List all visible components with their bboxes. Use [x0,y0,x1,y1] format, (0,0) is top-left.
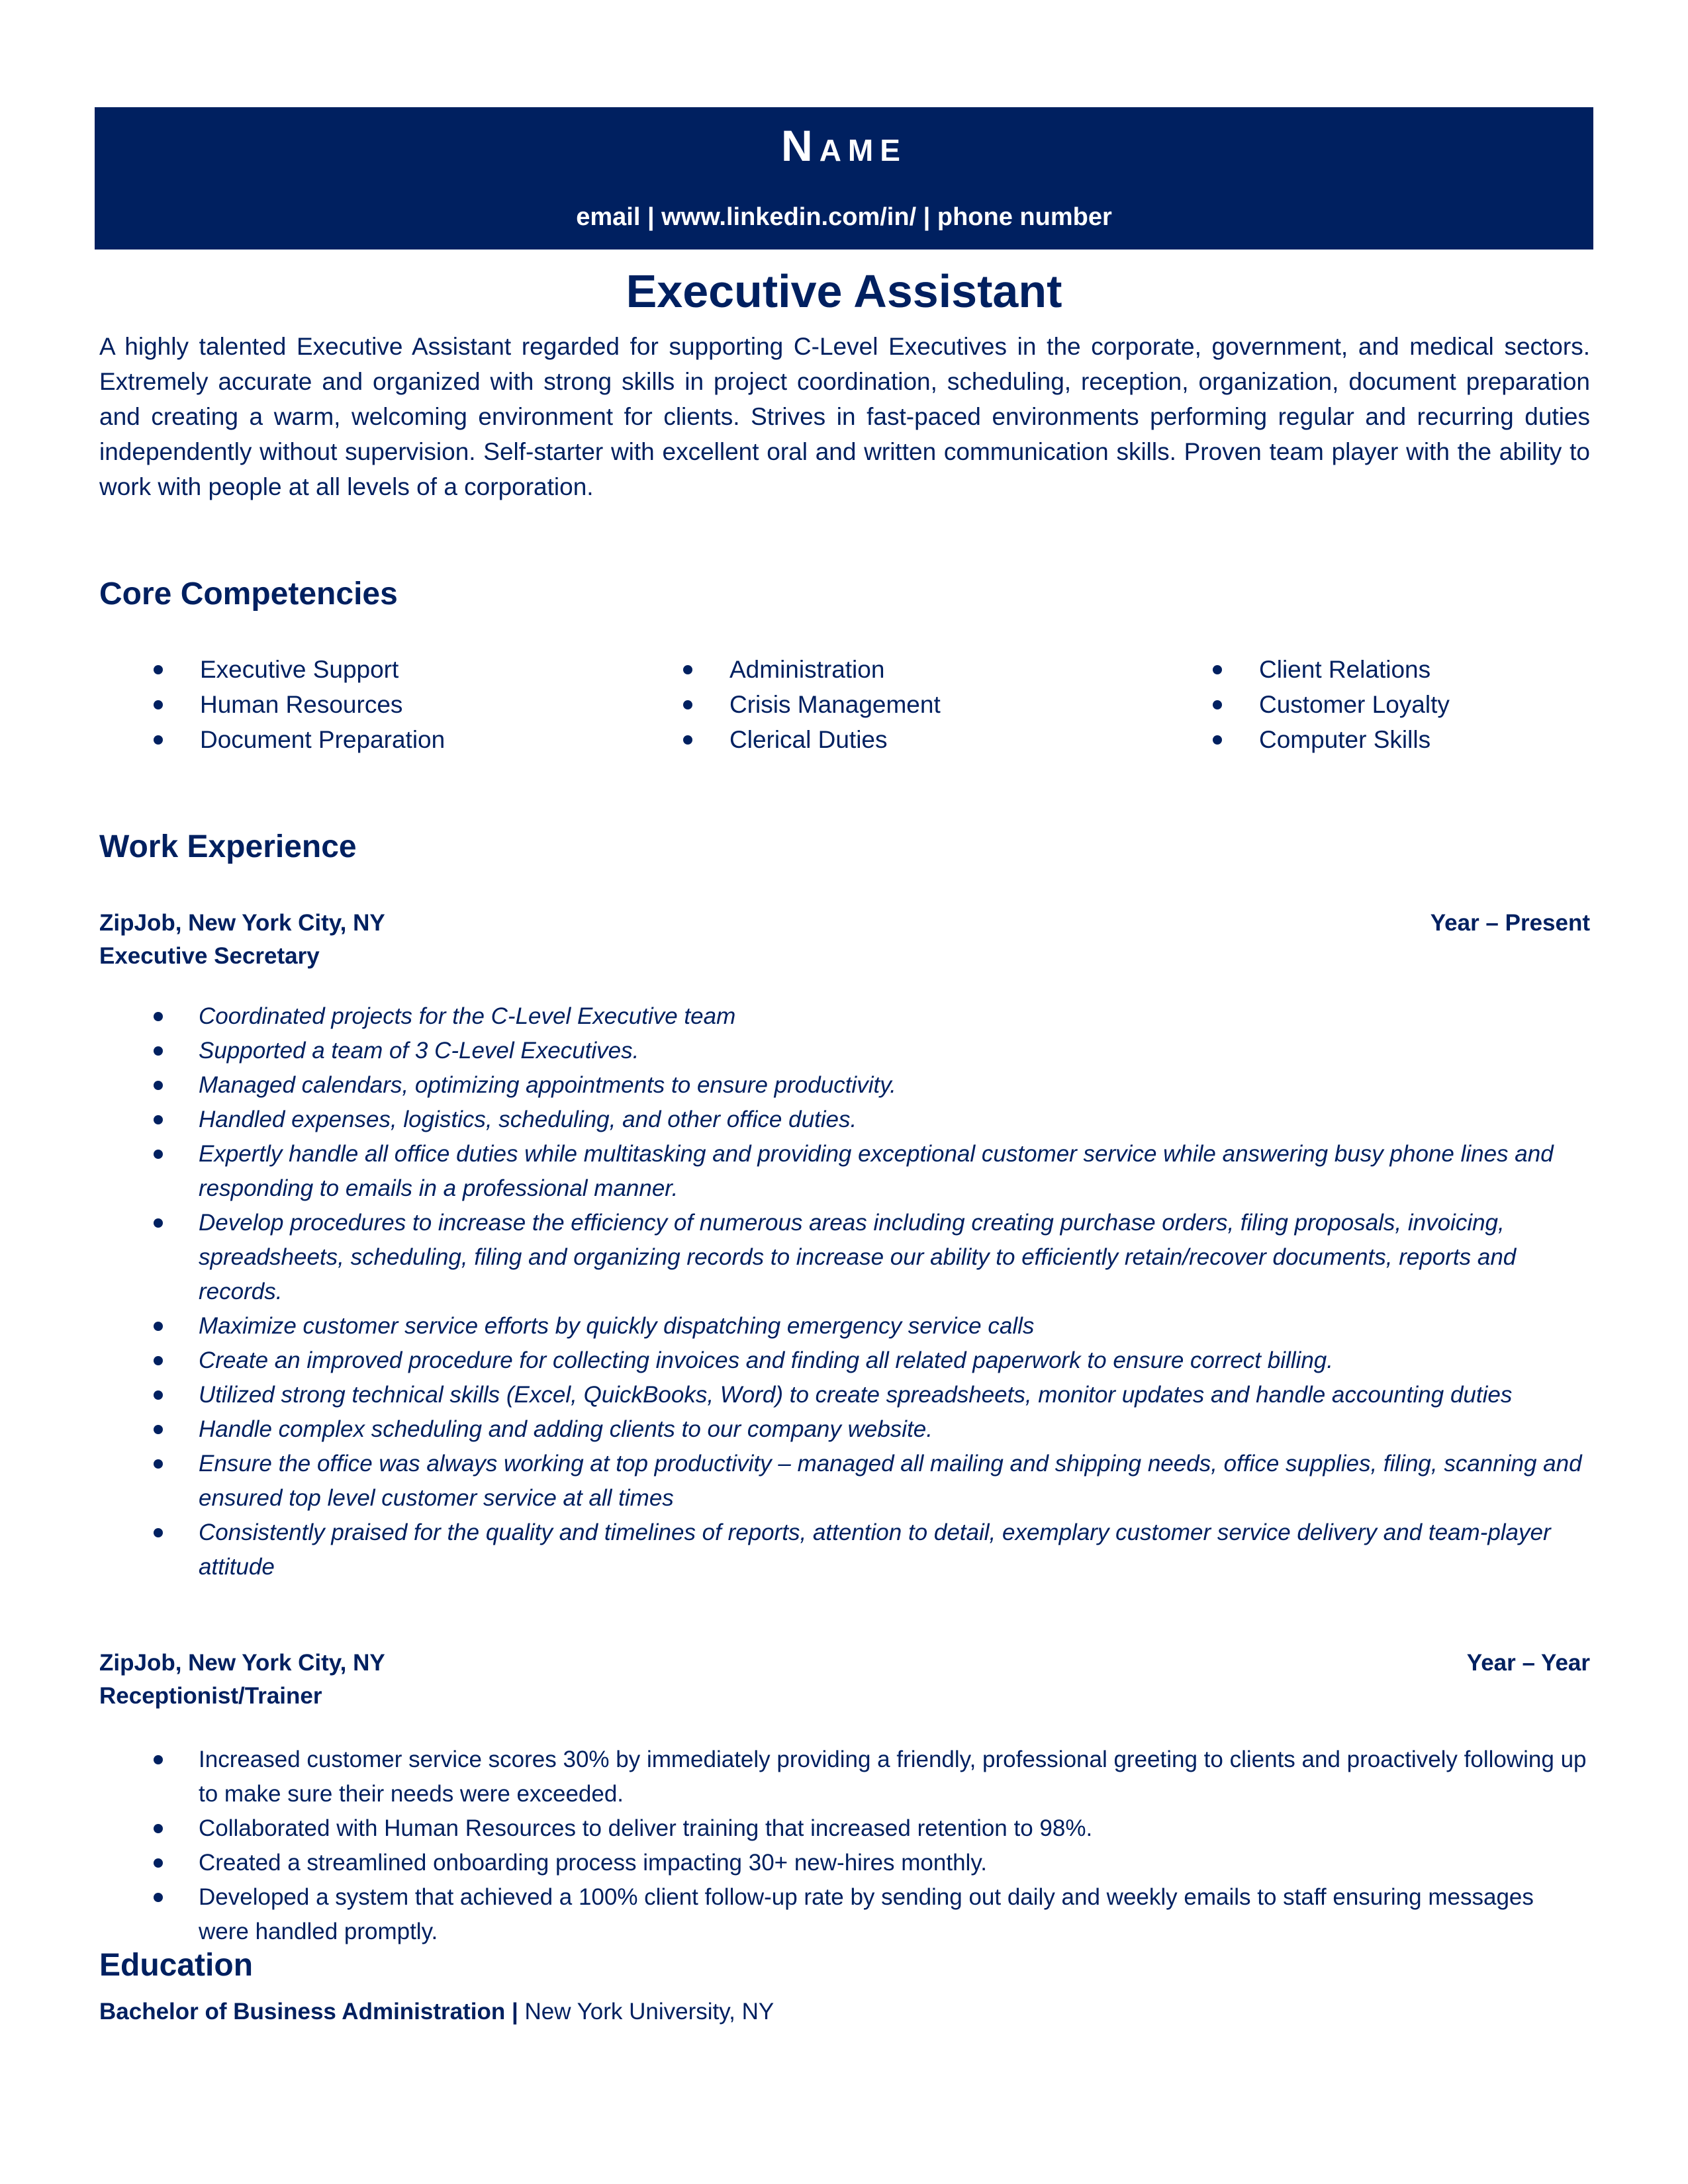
separator: | [505,1999,525,2025]
list-item: Supported a team of 3 C-Level Executives. [154,1034,1590,1068]
list-item: Customer Loyalty [1213,687,1450,722]
bullet-icon [154,1824,163,1833]
competencies-column-1 [154,652,445,757]
list-item: Expertly handle all office duties while multitasking and providing exceptional customer service while answering busy phone lines and responding to emails in a professional manner. [154,1137,1590,1206]
bullet-icon [154,1356,163,1365]
list-item: Administration [683,652,941,687]
bullet-icon [154,1218,163,1228]
bullet-icon [154,700,163,709]
list-item: Collaborated with Human Resources to deliver training that increased retention to 98%. [154,1811,1590,1846]
bullet-icon [154,1893,163,1902]
professional-summary: A highly talented Executive Assistant regarded for supporting C-Level Executives in the corporate, government, and medical sectors. Extremely accurate and organized with strong skills in project coordination, scheduling, reception, organization, document preparation and creating a warm, welcoming environment for clients. Strives in fast-paced environments performing regular and recurring duties independently without supervision. Self-starter with excellent oral and written communication skills. Proven team player with the ability to work with people at all levels of a corporation. [99,333,1590,500]
competencies-column-2 [683,652,941,757]
header-banner [95,107,1593,250]
bullet-icon [683,735,692,745]
company-location: ZipJob, New York City, NY [99,1650,385,1676]
job-bullets [154,1743,1590,1949]
list-item: Developed a system that achieved a 100% client follow-up rate by sending out daily and weekly emails to staff ensuring messages were handled promptly. [154,1880,1590,1949]
list-item: Managed calendars, optimizing appointments to ensure productivity. [154,1068,1590,1103]
list-item: Created a streamlined onboarding process impacting 30+ new-hires monthly. [154,1846,1590,1880]
bullet-icon [154,1425,163,1434]
list-item: Clerical Duties [683,722,941,757]
job-dates: Year – Year [1466,1650,1590,1676]
job-role: Executive Secretary [99,943,320,969]
list-item: Client Relations [1213,652,1450,687]
bullet-icon [154,1858,163,1868]
list-item: Consistently praised for the quality and timelines of reports, attention to detail, exemplary customer service delivery and team-player attitude [154,1516,1590,1584]
job-bullets [154,999,1590,1584]
school: New York University, NY [524,1999,774,2025]
bullet-icon [1213,700,1222,709]
education-entry [99,1995,774,2028]
list-item: Develop procedures to increase the efficiency of numerous areas including creating purchase orders, filing proposals, invoicing, spreadsheets, scheduling, filing and organizing records to increase our ability to efficiently retain/recover documents, reports and records. [154,1206,1590,1309]
bullet-icon [154,1046,163,1056]
bullet-icon [154,1081,163,1090]
job-dates: Year – Present [1430,910,1590,936]
list-item: Handle complex scheduling and adding clients to our company website. [154,1412,1590,1447]
degree: Bachelor of Business Administration [99,1999,506,2025]
contact-line: email | www.linkedin.com/in/ | phone number [576,203,1112,231]
resume-title: Executive Assistant [626,265,1062,317]
company-location: ZipJob, New York City, NY [99,910,385,936]
bullet-icon [154,1459,163,1469]
job-header [99,907,1590,973]
bullet-icon [683,665,692,674]
competencies-column-3 [1213,652,1450,757]
list-item: Human Resources [154,687,445,722]
bullet-icon [154,1150,163,1159]
list-item: Maximize customer service efforts by quickly dispatching emergency service calls [154,1309,1590,1343]
list-item: Create an improved procedure for collecting invoices and finding all related paperwork to ensure correct billing. [154,1343,1590,1378]
list-item: Coordinated projects for the C-Level Executive team [154,999,1590,1034]
list-item: Computer Skills [1213,722,1450,757]
list-item: Utilized strong technical skills (Excel, QuickBooks, Word) to create spreadsheets, monitor updates and handle accounting duties [154,1378,1590,1412]
bullet-icon [683,700,692,709]
bullet-icon [154,1115,163,1124]
job-header [99,1647,1590,1713]
list-item: Executive Support [154,652,445,687]
list-item: Document Preparation [154,722,445,757]
candidate-name: Name [781,121,907,170]
bullet-icon [154,1528,163,1537]
competencies-heading: Core Competencies [99,576,398,612]
education-heading: Education [99,1948,254,1983]
list-item: Increased customer service scores 30% by immediately providing a friendly, professional greeting to clients and proactively following up to make sure their needs were exceeded. [154,1743,1590,1811]
bullet-icon [154,1755,163,1764]
list-item: Ensure the office was always working at top productivity – managed all mailing and shipping needs, office supplies, filing, scanning and ensured top level customer service at all times [154,1447,1590,1516]
job-role: Receptionist/Trainer [99,1683,322,1709]
bullet-icon [154,665,163,674]
experience-heading: Work Experience [99,829,357,864]
bullet-icon [1213,735,1222,745]
list-item: Crisis Management [683,687,941,722]
bullet-icon [154,1012,163,1021]
bullet-icon [154,1322,163,1331]
bullet-icon [1213,665,1222,674]
bullet-icon [154,735,163,745]
bullet-icon [154,1390,163,1400]
list-item: Handled expenses, logistics, scheduling, and other office duties. [154,1103,1590,1137]
